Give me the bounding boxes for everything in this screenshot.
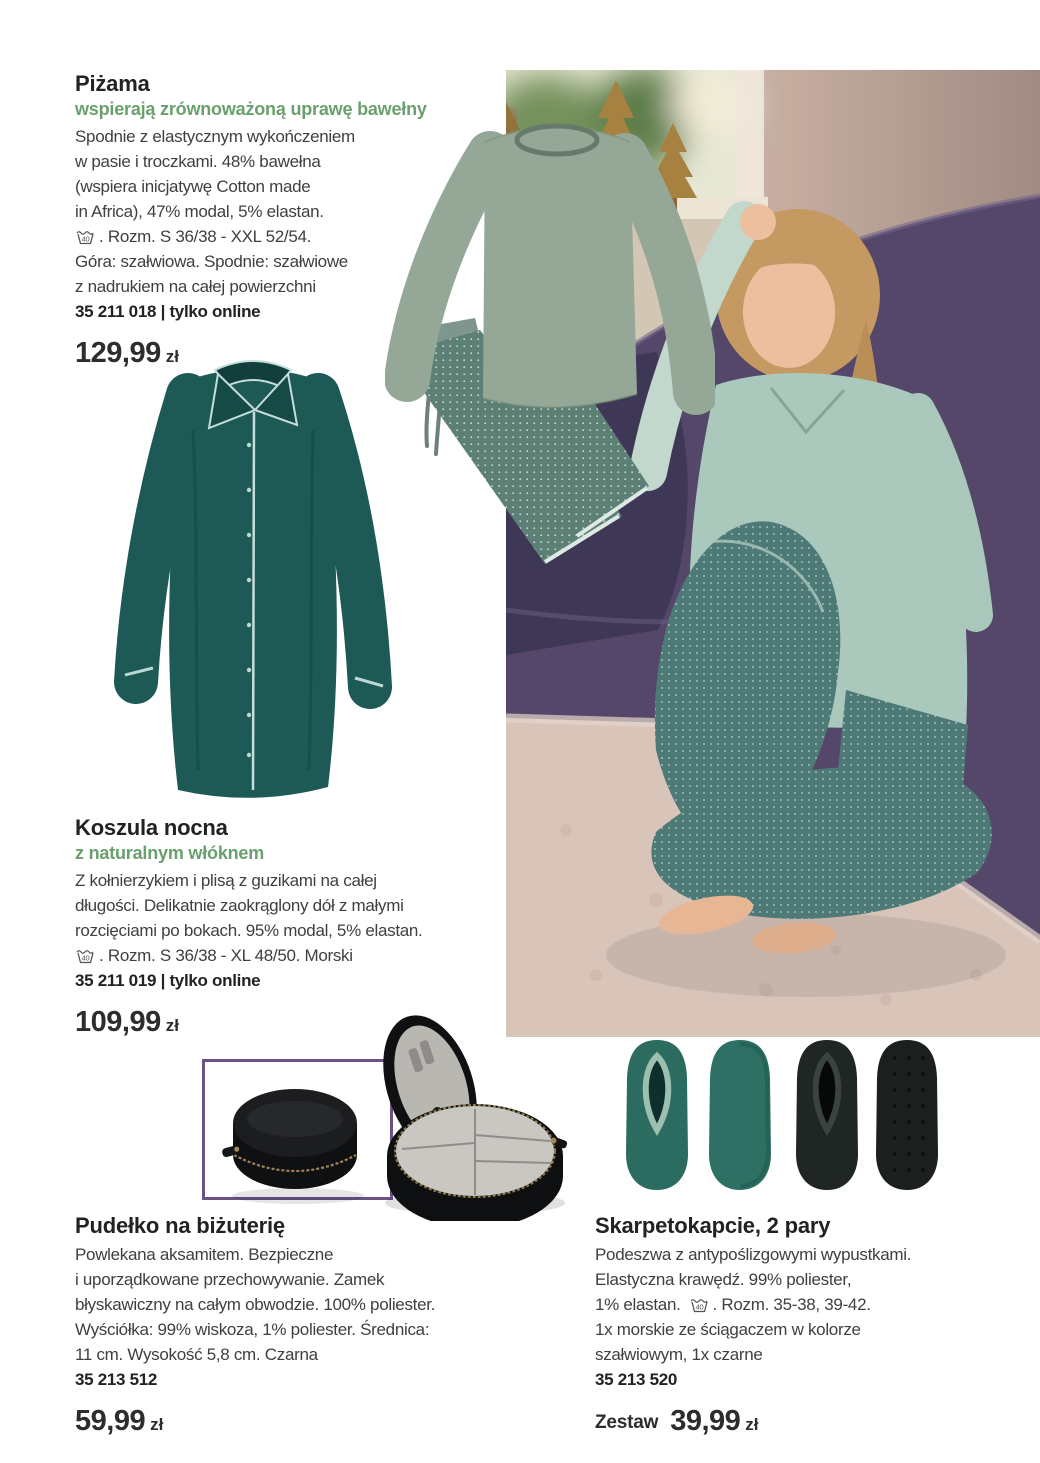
product-info-slipper-socks [595, 1212, 1040, 1438]
care-line: 1% elastan. 40 . Rozm. 35-38, 39-42. [595, 1295, 871, 1314]
price-amount: 109,99 [75, 1006, 161, 1038]
price-prefix: Zestaw [595, 1412, 659, 1433]
price-currency: zł [745, 1415, 759, 1434]
wash-40-icon [75, 228, 96, 245]
slipper-black-bottom [876, 1040, 938, 1190]
product-code: 35 213 512 [75, 1370, 158, 1389]
price-amount: 129,99 [75, 337, 161, 369]
slipper-black-top [796, 1040, 858, 1190]
slipper-teal-bottom [709, 1040, 771, 1190]
face [743, 256, 835, 368]
nightshirt-photo [103, 350, 403, 812]
product-code: 35 211 018 | tylko online [75, 302, 261, 321]
product-title: Skarpetokapcie, 2 pary [595, 1213, 831, 1238]
product-info-pajama [75, 70, 535, 370]
price-currency: zł [165, 347, 179, 366]
price [595, 1405, 1040, 1438]
product-code: 35 213 520 [595, 1370, 678, 1389]
description-line: Góra: szałwiowa. Spodnie: szałwiowe [75, 252, 348, 271]
product-title: Pudełko na biżuterię [75, 1213, 285, 1238]
slipper-socks-photo [612, 1034, 962, 1199]
jewelry-box-closed [220, 1071, 370, 1206]
care-line: 40 . Rozm. S 36/38 - XL 48/50. Morski [75, 943, 535, 968]
description-line: w pasie i troczkami. 48% bawełna [75, 152, 321, 171]
description-line: Spodnie z elastycznym wykończeniem [75, 127, 355, 146]
description-line: in Africa), 47% modal, 5% elastan. [75, 202, 324, 221]
button-placket-piping [253, 412, 254, 790]
svg-text:40: 40 [81, 234, 90, 244]
wash-40-icon [75, 947, 96, 964]
svg-text:40: 40 [81, 953, 90, 963]
price-currency: zł [165, 1016, 179, 1035]
description-line: długości. Delikatnie zaokrąglony dół z małymi [75, 896, 404, 915]
description-line: Elastyczna krawędź. 99% poliester, [595, 1270, 852, 1289]
price [75, 337, 535, 370]
description-line: błyskawiczny na całym obwodzie. 100% poliester. [75, 1295, 436, 1314]
description-line: szałwiowym, 1x czarne [595, 1345, 763, 1364]
description-line: 1x morskie ze ściągaczem w kolorze [595, 1320, 861, 1339]
product-code: 35 211 019 | tylko online [75, 971, 261, 990]
slipper-teal-top [626, 1040, 688, 1190]
price [75, 1405, 535, 1438]
description-line: Powlekana aksamitem. Bezpieczne [75, 1245, 334, 1264]
product-title: Koszula nocna [75, 815, 228, 840]
description-line: Z kołnierzykiem i plisą z guzikami na całej [75, 871, 377, 890]
description-line: i uporządkowane przechowywanie. Zamek [75, 1270, 385, 1289]
price [75, 1006, 535, 1039]
description-line: Podeszwa z antypoślizgowymi wypustkami. [595, 1245, 912, 1264]
nightshirt [125, 361, 383, 798]
description-line: (wspiera inicjatywę Cotton made [75, 177, 311, 196]
nightshirt-illustration [103, 350, 403, 812]
price-amount: 59,99 [75, 1405, 146, 1437]
description-line: rozcięciami po bokach. 95% modal, 5% elastan. [75, 921, 423, 940]
wash-40-icon [689, 1296, 710, 1313]
care-line: 40 . Rozm. S 36/38 - XXL 52/54. [75, 224, 535, 249]
slipper-socks-illustration [612, 1034, 962, 1199]
product-subtitle: z naturalnym włóknem [75, 843, 265, 863]
product-info-nightshirt [75, 814, 535, 1039]
description-line: 11 cm. Wysokość 5,8 cm. Czarna [75, 1345, 318, 1364]
product-info-jewelry-box [75, 1212, 535, 1438]
svg-text:40: 40 [695, 1302, 703, 1312]
description-line: Wyściółka: 99% wiskoza, 1% poliester. Średnica: [75, 1320, 430, 1339]
product-subtitle: wspierają zrównoważoną uprawę bawełny [75, 99, 427, 119]
hand [740, 204, 776, 240]
product-title: Piżama [75, 71, 150, 96]
description-line: z nadrukiem na całej powierzchni [75, 277, 316, 296]
price-amount: 39,99 [670, 1405, 741, 1437]
open-base [387, 1104, 568, 1221]
price-currency: zł [150, 1415, 164, 1434]
anti-slip-nubs [882, 1048, 932, 1182]
